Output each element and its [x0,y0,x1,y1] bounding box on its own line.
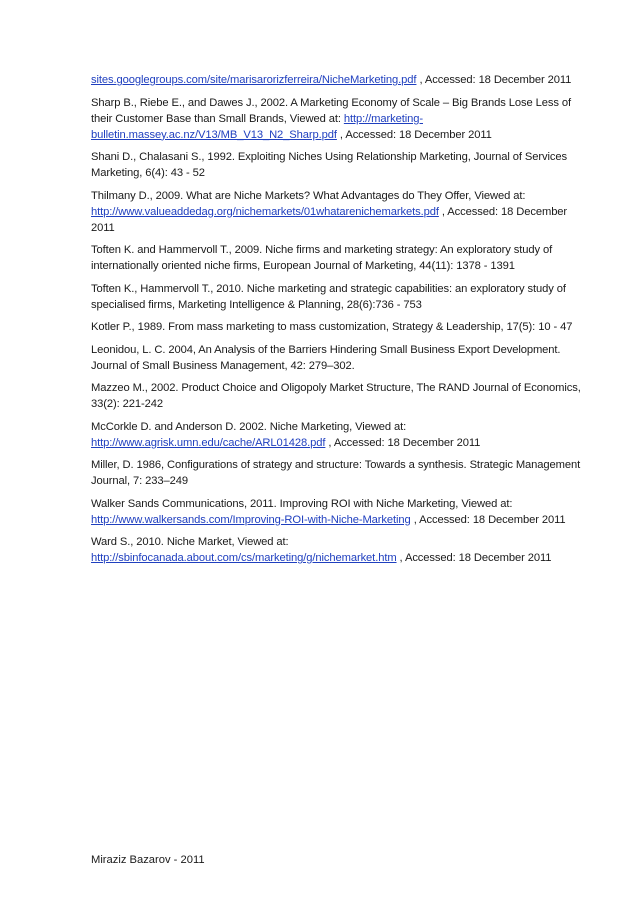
reference-entry [91,149,581,181]
reference-text-after: , Accessed: 18 December 2011 [396,552,552,564]
reference-entry [91,319,581,335]
reference-entry [91,496,581,528]
reference-text: Thilmany D., 2009. What are Niche Markets? What Advantages do They Offer, Viewed at: [91,189,526,202]
reference-link[interactable]: http://www.valueaddedag.org/nichemarkets/01whatarenichemarkets.pdf [91,205,439,218]
reference-text-after: , Accessed: 18 December 2011 [336,128,492,141]
reference-text-after: , Accessed: 18 December 2011 [325,436,481,449]
reference-text: Sharp B., Riebe E., and Dawes J., 2002. A Marketing Economy of Scale – Big Brands Lose Less of their Customer Base than Small Brands, Viewed at: [91,96,572,125]
reference-text: Leonidou, L. C. 2004, An Analysis of the Barriers Hindering Small Business Export Development. Journal of Small Business Management, 42: 279–302. [91,343,561,372]
reference-text: Shani D., Chalasani S., 1992. Exploiting Niches Using Relationship Marketing, Journal of Services Marketing, 6(4): 43 - 52 [91,151,567,179]
reference-text: Toften K. and Hammervoll T., 2009. Niche firms and marketing strategy: An exploratory study of internationally oriented niche firms, European Journal of Marketing, 44(11): 1378 - 1391 [91,244,553,272]
reference-link[interactable]: http://www.walkersands.com/Improving-ROI-with-Niche-Marketing [91,513,411,526]
reference-entry [91,419,581,451]
reference-text: Mazzeo M., 2002. Product Choice and Oligopoly Market Structure, The RAND Journal of Economics, 33(2): 221-242 [91,382,581,410]
reference-text: Ward S., 2010. Niche Market, Viewed at: [91,536,289,548]
reference-entry [91,342,581,374]
reference-text: Walker Sands Communications, 2011. Improving ROI with Niche Marketing, Viewed at: [91,497,513,510]
reference-entry [91,95,581,143]
reference-link[interactable]: http://www.agrisk.umn.edu/cache/ARL01428.pdf [91,436,326,449]
reference-entry [91,380,581,412]
reference-entry [91,281,581,313]
reference-entry [91,188,581,236]
reference-text: McCorkle D. and Anderson D. 2002. Niche Marketing, Viewed at: [91,420,407,433]
reference-list [91,72,581,573]
reference-entry [91,457,581,489]
reference-entry [91,534,581,566]
reference-link[interactable]: sites.googlegroups.com/site/marisarorizferreira/NicheMarketing.pdf [91,74,417,86]
reference-link[interactable]: http://marketing-bulletin.massey.ac.nz/V13/MB_V13_N2_Sharp.pdf [91,112,423,141]
reference-text: Toften K., Hammervoll T., 2010. Niche marketing and strategic capabilities: an exploratory study of specialised firms, Marketing Intelligence & Planning, 28(6):736 - 753 [91,282,566,311]
reference-text: Kotler P., 1989. From mass marketing to mass customization, Strategy & Leadership, 17(5): 10 - 47 [91,321,573,333]
page-footer: Miraziz Bazarov - 2011 [91,854,205,866]
reference-text-after: , Accessed: 18 December 2011 [410,513,566,526]
reference-text-after: , Accessed: 18 December 2011 [91,205,568,234]
reference-text-after: , Accessed: 18 December 2011 [416,74,572,86]
reference-link[interactable]: http://sbinfocanada.about.com/cs/marketing/g/nichemarket.htm [91,552,397,564]
reference-entry [91,242,581,274]
reference-entry [91,72,581,88]
reference-text: Miller, D. 1986, Configurations of strategy and structure: Towards a synthesis. Strategic Management Journal, 7: 233–249 [91,459,581,487]
